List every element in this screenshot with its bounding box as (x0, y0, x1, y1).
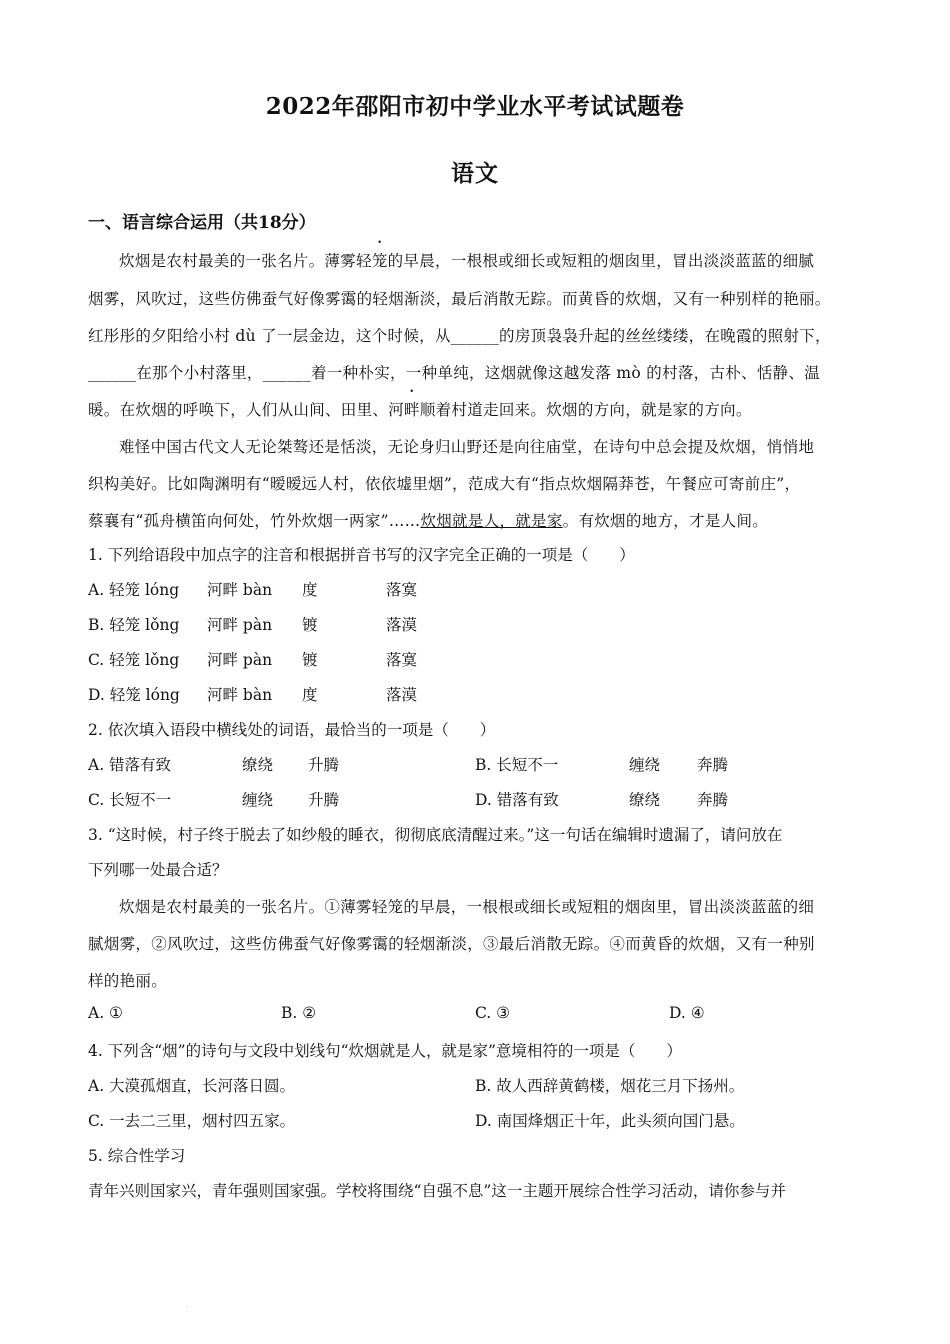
q1-option-a[interactable]: A. 轻笼 lóng (88, 581, 180, 599)
q2-option-b-b: 缠绕 (629, 756, 661, 774)
dotted-char: 笼 (371, 252, 388, 270)
dotted-char: 畔 (404, 401, 420, 419)
q2-option-b[interactable]: B. 长短不一 (475, 756, 559, 774)
q1-option-b-d: 落漠 (386, 616, 418, 634)
passage-line-4: ______在那个小村落里，______着一种朴实，一种单纯，这烟就像这越发落 mò 的村落，古朴、恬静、温 (88, 364, 821, 382)
q4-option-c[interactable]: C. 一去二三里，烟村四五家。 (88, 1112, 296, 1130)
q2-option-a-c: 升腾 (308, 756, 340, 774)
q1-option-c-b: 河畔 pàn (207, 651, 273, 669)
q1-option-c-c: 镀 (302, 651, 318, 669)
q4-option-d[interactable]: D. 南国烽烟正十年，此头须向国门悬。 (475, 1112, 745, 1130)
q3-passage-line-3: 样的艳丽。 (88, 972, 168, 990)
q3-stem-line-1: 3. “这时候，村子终于脱去了如纱般的睡衣，彻彻底底清醒过来。”这一句话在编辑时遗漏了，请问放在 (88, 826, 783, 844)
q2-option-d-c: 奔腾 (697, 791, 729, 809)
q2-option-b-c: 奔腾 (697, 756, 729, 774)
q1-option-b[interactable]: B. 轻笼 lǒng (88, 616, 180, 634)
q1-option-b-c: 镀 (302, 616, 318, 634)
q3-option-a[interactable]: A. ① (88, 1004, 123, 1022)
q1-option-c[interactable]: C. 轻笼 lǒng (88, 651, 180, 669)
q3-option-d[interactable]: D. ④ (669, 1004, 705, 1022)
q4-option-a[interactable]: A. 大漠孤烟直，长河落日圆。 (88, 1077, 296, 1095)
q2-option-d[interactable]: D. 错落有致 (475, 791, 559, 809)
q2-option-c-b: 缠绕 (242, 791, 274, 809)
section-heading: 一、语言综合运用（共18分） (88, 213, 316, 233)
q1-option-b-b: 河畔 pàn (207, 616, 273, 634)
q2-stem: 2. 依次填入语段中横线处的词语，最恰当的一项是（ ） (88, 721, 496, 739)
q5-stem: 5. 综合性学习 (88, 1147, 186, 1165)
underlined-sentence: 炊烟就是人，就是家 (420, 512, 563, 530)
subject-title: 语文 (451, 160, 499, 187)
q2-option-d-b: 缭绕 (629, 791, 661, 809)
passage-line-3: 红彤彤的夕阳给小村 dù 了一层金边，这个时候，从______的房顶袅袅升起的丝丝缕缕，在晚霞的照射下， (88, 327, 831, 345)
passage-line-5: 暖。在炊烟的呼唤下，人们从山间、田里、河畔顺着村道走回来。炊烟的方向，就是家的方向。 (88, 398, 868, 420)
q1-stem: 1. 下列给语段中加点字的注音和根据拼音书写的汉字完全正确的一项是（ ） (88, 546, 635, 564)
q3-option-b[interactable]: B. ② (281, 1004, 317, 1022)
footer-mark: . (186, 1302, 188, 1309)
q3-option-c[interactable]: C. ③ (475, 1004, 511, 1022)
passage-line-8: 蔡襄有“孤舟横笛向何处，竹外炊烟一两家”……炊烟就是人，就是家。有炊烟的地方，才是人间。 (88, 512, 769, 530)
exam-title: 2022年邵阳市初中学业水平考试试题卷 (265, 93, 685, 120)
q3-stem-line-2: 下列哪一处最合适？ (88, 861, 228, 879)
q1-option-d-b: 河畔 bàn (207, 686, 273, 704)
q1-option-a-d: 落寞 (386, 581, 418, 599)
q1-option-a-c: 度 (302, 581, 318, 599)
passage-line-6: 难怪中国古代文人无论桀骜还是恬淡，无论身归山野还是向往庙堂，在诗句中总会提及炊烟，悄悄地 (119, 438, 815, 456)
q3-passage-line-1: 炊烟是农村最美的一张名片。①薄雾轻笼的早晨，一根根或细长或短粗的烟囱里，冒出淡淡蓝蓝的细 (119, 898, 815, 916)
q3-passage-line-2: 腻烟雾，②风吹过，这些仿佛蚕气好像雾霭的轻烟渐淡，③最后消散无踪。④而黄昏的炊烟，又有一种别 (88, 935, 815, 953)
q4-stem: 4. 下列含“烟”的诗句与文段中划线句“炊烟就是人，就是家”意境相符的一项是（ ） (88, 1042, 682, 1060)
q2-option-c[interactable]: C. 长短不一 (88, 791, 172, 809)
q5-text: 青年兴则国家兴，青年强则国家强。学校将围绕“自强不息”这一主题开展综合性学习活动，请你参与并 (88, 1182, 786, 1200)
q1-option-a-b: 河畔 bàn (207, 581, 273, 599)
q2-option-a-b: 缭绕 (242, 756, 274, 774)
q4-option-b[interactable]: B. 故人西辞黄鹤楼，烟花三月下扬州。 (475, 1077, 745, 1095)
passage-line-2: 烟雾，风吹过，这些仿佛蚕气好像雾霭的轻烟渐淡，最后消散无踪。而黄昏的炊烟，又有一种别样的艳丽。 (88, 290, 831, 308)
q2-option-c-c: 升腾 (308, 791, 340, 809)
passage-line-1: 炊烟是农村最美的一张名片。薄雾轻笼的早晨，一根根或细长或短粗的烟囱里，冒出淡淡蓝蓝的细腻 (119, 249, 899, 271)
q1-option-d-d: 落漠 (386, 686, 418, 704)
q1-option-d-c: 度 (302, 686, 318, 704)
q2-option-a[interactable]: A. 错落有致 (88, 756, 172, 774)
q1-option-c-d: 落寞 (386, 651, 418, 669)
q1-option-d[interactable]: D. 轻笼 lóng (88, 686, 180, 704)
passage-line-7: 织构美好。比如陶渊明有“暧暧远人村，依依墟里烟”，范成大有“指点炊烟隔莽苍，午餐应可寄前庄”， (88, 475, 801, 493)
